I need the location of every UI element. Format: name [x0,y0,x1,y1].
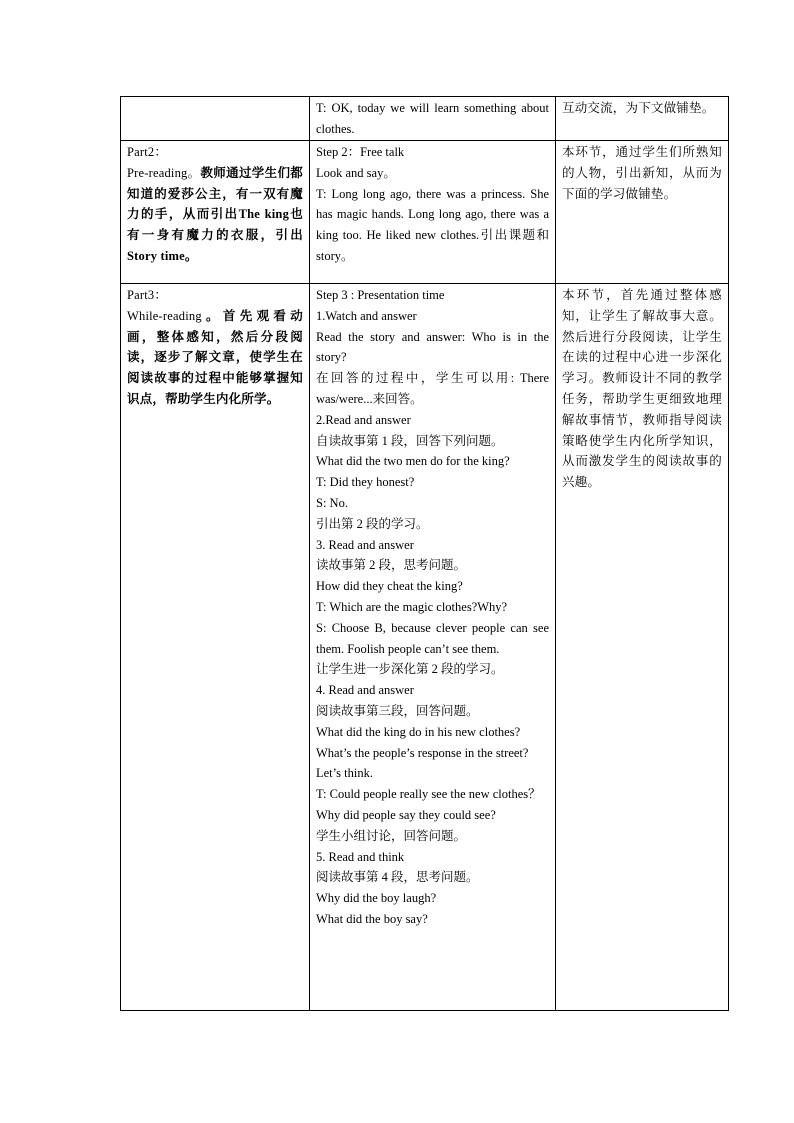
activity-line: How did they cheat the king? [316,579,463,594]
part-cell [121,141,310,284]
activity-line: 4. Read and answer [316,683,414,698]
activity-cell [310,97,556,141]
table-row [121,284,729,1011]
activity-line: T: Could people really see the new clothes？ [316,787,541,802]
purpose-text: 本环节，通过学生们所熟知的人物，引出新知，从而为下面的学习做铺垫。 [562,145,722,201]
purpose-cell [556,284,729,1011]
activity-line: What did the king do in his new clothes? [316,724,521,739]
part-cell-empty [121,97,310,141]
activity-cell [310,141,556,284]
activity-cell [310,284,556,1011]
activity-line: Step 2：Free talk [316,145,405,159]
activity-line: What did the two men do for the king? [316,454,510,469]
activity-line: T: Did they honest? [316,475,415,490]
activity-line: 阅读故事第三段，回答问题。 [316,703,479,718]
activity-line: Why did the boy laugh? [316,891,437,906]
activity-line: 5. Read and think [316,849,405,864]
purpose-cell [556,97,729,141]
activity-line: T: Long long ago, there was a princess. She has magic hands. Long long ago, there was a king too. He liked new clothes.引出课题和story。 [316,186,549,263]
activity-line: 阅读故事第 4 段，思考问题。 [316,870,479,885]
purpose-text: 本环节，首先通过整体感知，让学生了解故事大意。然后进行分段阅读，让学生在读的过程中心进一步深化学习。教师设计不同的教学任务，帮助学生更细致地理解故事情节，教师指导阅读策略使学生内化所学知识，从而激发学生的阅读故事的兴趣。 [562,288,722,490]
table-row [121,97,729,141]
activity-line: What did the boy say? [316,911,428,926]
activity-line: 3. Read and answer [316,537,414,552]
activity-line: 在回答的过程中，学生可以用: There was/were...来回答。 [316,371,549,406]
activity-line: Why did people say they could see? [316,807,496,822]
activity-line: 自读故事第 1 段，回答下列问题。 [316,433,504,448]
table-row [121,141,729,284]
activity-line: T: Which are the magic clothes?Why? [316,599,508,614]
part-title: Part2： [127,145,168,159]
activity-line: 引出第 2 段的学习。 [316,516,429,531]
activity-line: S: Choose B, because clever people can see them. Foolish people can’t see them. [316,620,549,656]
activity-line: Read the story and answer: Who is in the story? [316,329,549,365]
part-cell [121,284,310,1011]
lesson-plan-table [120,96,729,1011]
activity-line: 学生小组讨论，回答问题。 [316,828,467,843]
activity-line: 2.Read and answer [316,412,411,427]
activity-line: 让学生进一步深化第 2 段的学习。 [316,662,504,677]
activity-line: S: No. [316,495,348,510]
activity-line: 1.Watch and answer [316,308,417,323]
activity-line: T: OK, today we will learn something about clothes. [316,101,549,136]
activity-line: Look and say。 [316,165,396,180]
purpose-text: 互动交流，为下文做铺垫。 [562,101,715,115]
purpose-cell [556,141,729,284]
part-title: Part3： [127,288,168,302]
activity-line: 读故事第 2 段，思考问题。 [316,558,467,573]
part-description: While-reading。首先观看动画，整体感知，然后分段阅读，逐步了解文章，使学生在阅读故事的过程中能够掌握知识点，帮助学生内化所学。 [127,308,303,406]
activity-line: Let’s think. [316,766,373,781]
activity-line: Step 3 : Presentation time [316,288,445,302]
part-description: Pre-reading。教师通过学生们都知道的爱莎公主，有一双有魔力的手，从而引出The king也有一身有魔力的衣服，引出Story time。 [127,165,303,263]
activity-line: What’s the people’s response in the street? [316,745,529,760]
